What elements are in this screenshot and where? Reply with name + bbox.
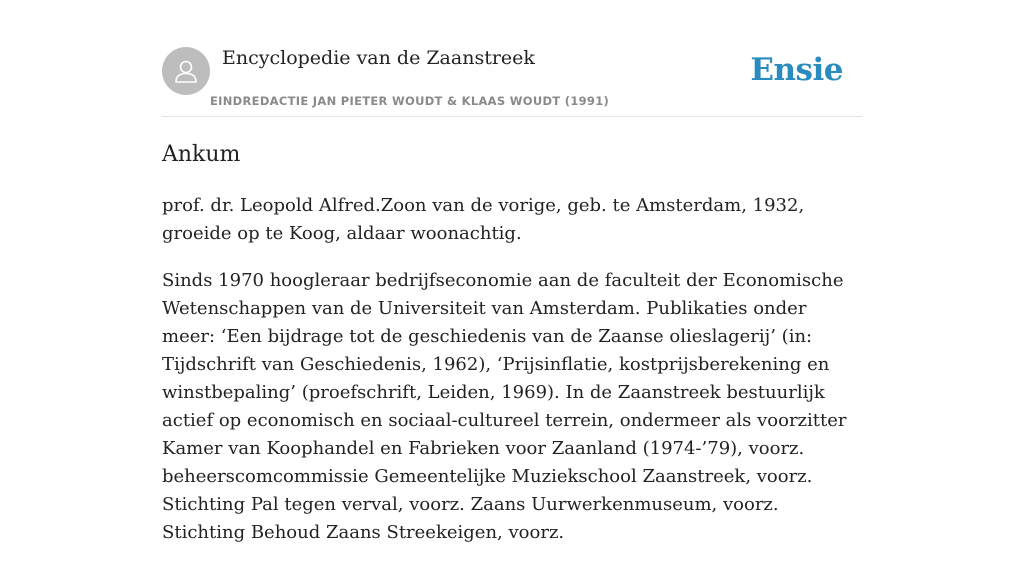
source-title[interactable]: Encyclopedie van de Zaanstreek <box>222 47 535 69</box>
person-outline-icon <box>171 56 201 86</box>
entry-paragraph: Sinds 1970 hoogleraar bedrijfseconomie aan de faculteit der Economische Wetenschappen van de Universiteit van Amsterdam. Publikaties onder meer: ‘Een bijdrage tot de geschiedenis van de Zaanse olieslagerij’ (in: Tijdschrift van Geschiedenis, 1962), ‘Prijsinflatie, kostprijsberekening en winstbepaling’ (proefschrift, Leiden, 1969). In de Zaanstreek bestuurlijk actief op economisch en sociaal-cultureel terrein, ondermeer als voorzitter Kamer van Koophandel en Fabrieken voor Zaanland (1974-’79), voorz. beheerscomcommissie Gemeentelijke Muziekschool Zaanstreek, voorz. Stichting Pal tegen verval, voorz. Zaans Uurwerkenmuseum, voorz. Stichting Behoud Zaans Streekeigen, voorz. <box>162 270 847 543</box>
entry-paragraph: prof. dr. Leopold Alfred.Zoon van de vorige, geb. te Amsterdam, 1932, groeide op te Koog, aldaar woonachtig. <box>162 195 805 244</box>
source-editors: EINDREDACTIE JAN PIETER WOUDT & KLAAS WOUDT (1991) <box>210 94 610 108</box>
entry-title: Ankum <box>162 142 241 167</box>
ensie-logo[interactable]: Ensie <box>750 52 843 88</box>
user-avatar-icon[interactable] <box>162 47 210 95</box>
entry-content <box>162 192 862 566</box>
source-header <box>162 46 862 117</box>
